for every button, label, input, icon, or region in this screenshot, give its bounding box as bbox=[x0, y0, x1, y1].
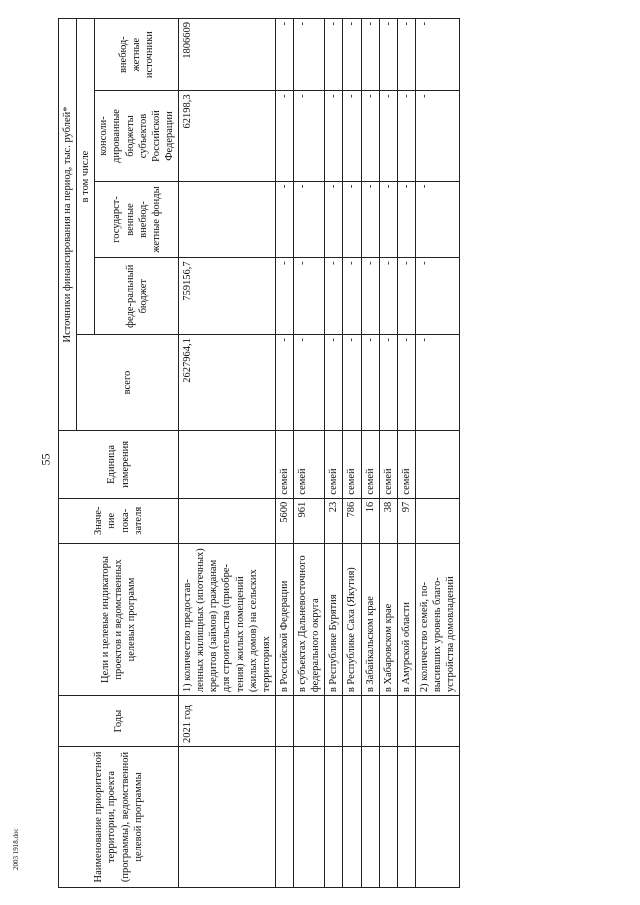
cell-unit: семей bbox=[379, 431, 397, 499]
cell-name bbox=[361, 746, 379, 887]
cell-regional: - bbox=[325, 91, 343, 181]
cell-year bbox=[361, 696, 379, 747]
cell-goal: в Амурской области bbox=[397, 543, 415, 695]
cell-value: 5600 bbox=[275, 498, 293, 543]
table-row bbox=[397, 19, 415, 888]
cell-funds: - bbox=[361, 181, 379, 258]
cell-value bbox=[179, 498, 276, 543]
cell-goal: в Забайкальском крае bbox=[361, 543, 379, 695]
header-sources: Источники финансирования на период, тыс. рублей* bbox=[59, 19, 77, 431]
cell-total: - bbox=[415, 335, 459, 431]
header-offbudget: внебюд-жетные источники bbox=[95, 19, 179, 91]
cell-name bbox=[294, 746, 325, 887]
cell-offbudget: - bbox=[325, 19, 343, 91]
cell-total: 2627964,1 bbox=[179, 335, 276, 431]
cell-goal: в Республике Саха (Якутия) bbox=[343, 543, 361, 695]
cell-value: 38 bbox=[379, 498, 397, 543]
cell-funds: - bbox=[379, 181, 397, 258]
cell-year bbox=[343, 696, 361, 747]
cell-federal: - bbox=[379, 258, 397, 335]
cell-funds: - bbox=[415, 181, 459, 258]
cell-offbudget: - bbox=[415, 19, 459, 91]
cell-value: 23 bbox=[325, 498, 343, 543]
cell-offbudget: 1806609 bbox=[179, 19, 276, 91]
table-row bbox=[379, 19, 397, 888]
footer-note: 2003 1918.doc bbox=[12, 828, 20, 870]
cell-federal: - bbox=[275, 258, 293, 335]
cell-total: - bbox=[275, 335, 293, 431]
header-value: Значе-ние пока-зателя bbox=[59, 498, 179, 543]
cell-offbudget: - bbox=[397, 19, 415, 91]
cell-value: 786 bbox=[343, 498, 361, 543]
cell-value: 97 bbox=[397, 498, 415, 543]
cell-regional: - bbox=[275, 91, 293, 181]
cell-unit bbox=[179, 431, 276, 499]
cell-regional: 62198,3 bbox=[179, 91, 276, 181]
header-years: Годы bbox=[59, 696, 179, 747]
cell-goal: в субъектах Дальневосточного федерального округа bbox=[294, 543, 325, 695]
header-total: всего bbox=[77, 335, 179, 431]
header-incl: в том числе bbox=[77, 19, 95, 335]
cell-year bbox=[325, 696, 343, 747]
cell-total: - bbox=[325, 335, 343, 431]
cell-funds bbox=[179, 181, 276, 258]
cell-federal: - bbox=[325, 258, 343, 335]
cell-unit: семей bbox=[361, 431, 379, 499]
header-regional: консоли-дированные бюджеты субъектов Российской Федерации bbox=[95, 91, 179, 181]
header-unit: Единица измерения bbox=[59, 431, 179, 499]
cell-name bbox=[379, 746, 397, 887]
cell-year bbox=[294, 696, 325, 747]
cell-goal: в Российской Федерации bbox=[275, 543, 293, 695]
cell-federal: - bbox=[294, 258, 325, 335]
header-federal: феде-ральный бюджет bbox=[95, 258, 179, 335]
cell-name bbox=[343, 746, 361, 887]
cell-value: 16 bbox=[361, 498, 379, 543]
table-row bbox=[361, 19, 379, 888]
cell-offbudget: - bbox=[379, 19, 397, 91]
cell-year bbox=[275, 696, 293, 747]
cell-name bbox=[415, 746, 459, 887]
cell-federal: - bbox=[397, 258, 415, 335]
cell-total: - bbox=[343, 335, 361, 431]
cell-regional: - bbox=[415, 91, 459, 181]
header-funds: государст-венные внебюд-жетные фонды bbox=[95, 181, 179, 258]
table-row bbox=[325, 19, 343, 888]
cell-regional: - bbox=[361, 91, 379, 181]
cell-funds: - bbox=[343, 181, 361, 258]
header-goals: Цели и целевые индикаторы проектов и ведомственных целевых программ bbox=[59, 543, 179, 695]
cell-goal: в Республике Бурятия bbox=[325, 543, 343, 695]
cell-total: - bbox=[361, 335, 379, 431]
cell-regional: - bbox=[397, 91, 415, 181]
cell-value: 961 bbox=[294, 498, 325, 543]
cell-value bbox=[415, 498, 459, 543]
cell-goal: 2) количество семей, по-высивших уровень благо-устройства домовладений bbox=[415, 543, 459, 695]
cell-regional: - bbox=[343, 91, 361, 181]
cell-federal: - bbox=[415, 258, 459, 335]
cell-total: - bbox=[379, 335, 397, 431]
financing-table bbox=[58, 18, 460, 888]
cell-offbudget: - bbox=[275, 19, 293, 91]
cell-year: 2021 год bbox=[179, 696, 276, 747]
cell-name bbox=[325, 746, 343, 887]
cell-unit: семей bbox=[294, 431, 325, 499]
header-name: Наименование приоритетной территории, проекта (программы), ведомственной целевой программы bbox=[59, 746, 179, 887]
cell-funds: - bbox=[397, 181, 415, 258]
cell-federal: - bbox=[361, 258, 379, 335]
cell-funds: - bbox=[294, 181, 325, 258]
page-number: 55 bbox=[38, 453, 53, 466]
cell-year bbox=[397, 696, 415, 747]
table-row bbox=[415, 19, 459, 888]
cell-federal: - bbox=[343, 258, 361, 335]
table-row bbox=[294, 19, 325, 888]
table-body bbox=[179, 19, 460, 888]
cell-goal: в Хабаровском крае bbox=[379, 543, 397, 695]
cell-offbudget: - bbox=[343, 19, 361, 91]
cell-goal: 1) количество предостав-ленных жилищных (ипотечных) кредитов (займов) гражданам для строительства (приобре-тения) жилых помещений (жилых домов) на сельских территориях bbox=[179, 543, 276, 695]
cell-regional: - bbox=[294, 91, 325, 181]
cell-unit: семей bbox=[397, 431, 415, 499]
table-row bbox=[343, 19, 361, 888]
cell-name bbox=[397, 746, 415, 887]
cell-name bbox=[179, 746, 276, 887]
cell-federal: 759156,7 bbox=[179, 258, 276, 335]
cell-funds: - bbox=[275, 181, 293, 258]
cell-offbudget: - bbox=[361, 19, 379, 91]
cell-unit: семей bbox=[325, 431, 343, 499]
cell-total: - bbox=[294, 335, 325, 431]
table-row bbox=[275, 19, 293, 888]
cell-regional: - bbox=[379, 91, 397, 181]
cell-year bbox=[379, 696, 397, 747]
cell-offbudget: - bbox=[294, 19, 325, 91]
cell-year bbox=[415, 696, 459, 747]
cell-total: - bbox=[397, 335, 415, 431]
rotated-page bbox=[58, 18, 598, 888]
cell-name bbox=[275, 746, 293, 887]
cell-unit: семей bbox=[275, 431, 293, 499]
cell-unit: семей bbox=[343, 431, 361, 499]
table-row bbox=[179, 19, 276, 888]
cell-unit bbox=[415, 431, 459, 499]
cell-funds: - bbox=[325, 181, 343, 258]
